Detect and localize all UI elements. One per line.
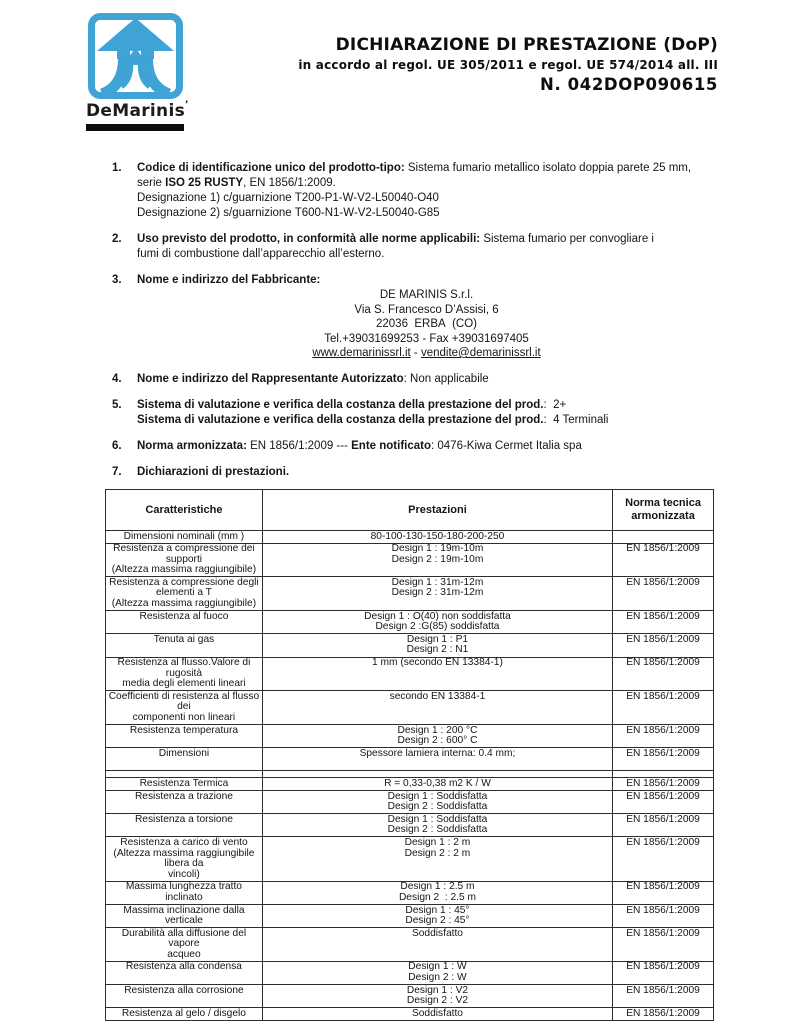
text-segment: , EN 1856/1:2009. <box>243 177 336 189</box>
text-segment: Nome e indirizzo del Rappresentante Autorizzato <box>137 372 404 385</box>
characteristic-cell: Resistenza a carico di vento (Altezza massima raggiungibile libera da vincoli) <box>106 837 263 881</box>
text-segment: Tel.+39031699253 - Fax +39031697405 <box>324 332 529 345</box>
table-row <box>106 985 714 1008</box>
characteristic-cell: Massima inclinazione dalla verticale <box>106 905 263 928</box>
table-row <box>106 634 714 657</box>
text-segment: Sistema di valutazione e verifica della costanza della prestazione del prod. <box>137 413 544 426</box>
manufacturer-address <box>137 288 716 361</box>
performance-cell: Design 1 : 19m-10m Design 2 : 19m-10m <box>262 543 612 577</box>
list-item <box>112 439 716 454</box>
spacer-cell <box>613 771 714 778</box>
performance-cell: Soddisfatto <box>262 1008 612 1021</box>
table-row <box>106 531 714 544</box>
item-text <box>137 465 716 480</box>
item-text <box>137 398 716 428</box>
text-segment: : 2+ <box>543 398 567 411</box>
characteristic-cell: Tenuta ai gas <box>106 634 263 657</box>
text-segment: Sistema di valutazione e verifica della costanza della prestazione del prod. <box>137 398 544 411</box>
company-logo <box>86 13 192 131</box>
performance-cell: Design 1 : 200 °C Design 2 : 600° C <box>262 725 612 748</box>
item-text <box>137 232 716 262</box>
text-segment: ISO 25 RUSTY <box>165 177 244 189</box>
item-number: 3. <box>112 274 122 286</box>
characteristic-cell: Resistenza a compressione dei supporti (Altezza massima raggiungibile) <box>106 543 263 577</box>
text-segment: : Non applicabile <box>403 372 489 385</box>
text-segment: fumi di combustione dall’apparecchio all’esterno. <box>137 248 385 260</box>
performance-cell: Design 1 : V2 Design 2 : V2 <box>262 985 612 1008</box>
text-segment: Ente notificato <box>351 439 431 452</box>
document-header <box>298 35 718 94</box>
item-line <box>137 161 716 176</box>
characteristic-cell: Durabilità alla diffusione del vapore acqueo <box>106 928 263 962</box>
table-row <box>106 725 714 748</box>
item-line <box>137 176 716 191</box>
text-segment: EN 1856/1:2009 --- <box>246 439 352 452</box>
link[interactable]: vendite@demarinissrl.it <box>420 347 541 359</box>
characteristic-cell: Resistenza Termica <box>106 778 263 791</box>
list-item <box>112 232 716 262</box>
item-line <box>137 398 716 413</box>
text-segment: Norma armonizzata: <box>137 439 247 452</box>
performance-cell: Design 1 : 31m-12m Design 2 : 31m-12m <box>262 577 612 611</box>
document-title: DICHIARAZIONE DI PRESTAZIONE (DoP) <box>335 35 718 55</box>
item-text <box>137 273 716 361</box>
item-line <box>137 206 716 221</box>
characteristic-cell: Resistenza al fuoco <box>106 611 263 634</box>
text-segment: Sistema fumario per convogliare i <box>480 233 654 245</box>
norm-cell: EN 1856/1:2009 <box>613 577 714 611</box>
text-segment: serie <box>137 177 166 189</box>
table-row <box>106 814 714 837</box>
performance-cell: Design 1 : Soddisfatta Design 2 : Soddisfatta <box>262 791 612 814</box>
address-line <box>137 332 716 347</box>
address-line <box>137 317 716 332</box>
list-item <box>112 273 716 361</box>
performance-cell: secondo EN 13384-1 <box>262 691 612 725</box>
text-segment: Uso previsto del prodotto, in conformità alle norme applicabili: <box>137 233 481 245</box>
item-number: 7. <box>112 465 122 478</box>
table-row <box>106 881 714 904</box>
table-row <box>106 611 714 634</box>
table-row <box>106 837 714 881</box>
item-line <box>137 439 716 454</box>
item-line <box>137 273 716 288</box>
table-row <box>106 691 714 725</box>
text-segment: Codice di identificazione unico del prodotto-tipo: <box>137 162 405 174</box>
performance-cell: 1 mm (secondo EN 13384-1) <box>262 657 612 691</box>
table-header-cell: Norma tecnica armonizzata <box>613 490 714 531</box>
text-segment: Sistema fumario metallico isolato doppia parete 25 mm, <box>404 162 692 174</box>
table-row <box>106 1008 714 1021</box>
table-row <box>106 905 714 928</box>
list-item <box>112 465 716 480</box>
performance-cell: Design 1 : 2 m Design 2 : 2 m <box>262 837 612 881</box>
characteristic-cell: Resistenza a trazione <box>106 791 263 814</box>
characteristic-cell: Resistenza a torsione <box>106 814 263 837</box>
norm-cell: EN 1856/1:2009 <box>613 1008 714 1021</box>
text-segment: Dichiarazioni di prestazioni. <box>137 465 290 478</box>
item-number: 5. <box>112 398 122 411</box>
norm-cell: EN 1856/1:2009 <box>613 985 714 1008</box>
text-segment: Designazione 2) s/guarnizione T600-N1-W-V2-L50040-G85 <box>137 207 440 219</box>
text-segment: : 0476-Kiwa Cermet Italia spa <box>431 439 582 452</box>
item-line <box>137 232 716 247</box>
text-segment: Via S. Francesco D’Assisi, 6 <box>354 303 499 316</box>
norm-cell: EN 1856/1:2009 <box>613 814 714 837</box>
address-line <box>137 346 716 361</box>
performance-cell: Soddisfatto <box>262 928 612 962</box>
table-row <box>106 657 714 691</box>
characteristic-cell: Dimensioni nominali (mm ) <box>106 531 263 544</box>
text-segment: Nome e indirizzo del Fabbricante: <box>137 274 321 286</box>
address-line <box>137 303 716 318</box>
performance-cell: Design 1 : 45° Design 2 : 45° <box>262 905 612 928</box>
item-text <box>137 372 716 387</box>
performance-cell: Design 1 : O(40) non soddisfatta Design 2 :G(85) soddisfatta <box>262 611 612 634</box>
table-header-cell: Prestazioni <box>262 490 612 531</box>
list-item <box>112 161 716 221</box>
chimney-logo-icon <box>88 13 183 99</box>
item-number: 4. <box>112 372 122 385</box>
logo-trademark: ’ <box>185 100 189 110</box>
item-line <box>137 247 716 262</box>
item-line <box>137 413 716 428</box>
table-row <box>106 961 714 984</box>
norm-cell: EN 1856/1:2009 <box>613 691 714 725</box>
table-row <box>106 577 714 611</box>
performance-cell: Design 1 : Soddisfatta Design 2 : Soddisfatta <box>262 814 612 837</box>
item-line <box>137 465 716 480</box>
item-text <box>137 161 716 221</box>
norm-cell: EN 1856/1:2009 <box>613 634 714 657</box>
norm-cell: EN 1856/1:2009 <box>613 657 714 691</box>
norm-cell: EN 1856/1:2009 <box>613 543 714 577</box>
item-number: 6. <box>112 439 122 452</box>
list-item <box>112 372 716 387</box>
address-line <box>137 288 716 303</box>
characteristic-cell: Resistenza al gelo / disgelo <box>106 1008 263 1021</box>
text-segment: DE MARINIS S.r.l. <box>379 289 474 301</box>
table-row <box>106 543 714 577</box>
characteristic-cell: Dimensioni <box>106 748 263 771</box>
performance-cell: Design 1 : 2.5 m Design 2 : 2.5 m <box>262 881 612 904</box>
characteristic-cell: Resistenza al flusso.Valore di rugosità media degli elementi lineari <box>106 657 263 691</box>
document-number: N. 042DOP090615 <box>540 75 718 94</box>
table-head <box>106 490 714 531</box>
characteristic-cell: Resistenza a compressione degli elementi a T (Altezza massima raggiungibile) <box>106 577 263 611</box>
spacer-cell <box>106 771 263 778</box>
norm-cell: EN 1856/1:2009 <box>613 725 714 748</box>
logo-underline-bar <box>86 124 184 131</box>
link[interactable]: www.demarinissrl.it <box>312 347 411 359</box>
norm-cell: EN 1856/1:2009 <box>613 778 714 791</box>
table-row <box>106 748 714 771</box>
spacer-cell <box>262 771 612 778</box>
performance-cell: Spessore lamiera interna: 0.4 mm; <box>262 748 612 771</box>
list-item <box>112 398 716 428</box>
norm-cell: EN 1856/1:2009 <box>613 881 714 904</box>
norm-cell: EN 1856/1:2009 <box>613 961 714 984</box>
norm-cell: EN 1856/1:2009 <box>613 905 714 928</box>
characteristic-cell: Massima lunghezza tratto inclinato <box>106 881 263 904</box>
norm-cell <box>613 531 714 544</box>
numbered-list <box>112 161 716 491</box>
table-row <box>106 791 714 814</box>
document-subtitle: in accordo al regol. UE 305/2011 e regol. UE 574/2014 all. III <box>298 58 718 72</box>
text-segment: 22036 ERBA (CO) <box>376 318 477 330</box>
norm-cell: EN 1856/1:2009 <box>613 791 714 814</box>
item-number: 1. <box>112 162 122 174</box>
performance-cell: Design 1 : W Design 2 : W <box>262 961 612 984</box>
text-segment: Designazione 1) c/guarnizione T200-P1-W-V2-L50040-O40 <box>137 192 439 204</box>
table-header-row <box>106 490 714 531</box>
characteristic-cell: Coefficienti di resistenza al flusso dei componenti non lineari <box>106 691 263 725</box>
characteristic-cell: Resistenza alla condensa <box>106 961 263 984</box>
characteristic-cell: Resistenza temperatura <box>106 725 263 748</box>
text-segment: : 4 Terminali <box>543 413 609 426</box>
norm-cell: EN 1856/1:2009 <box>613 611 714 634</box>
item-number: 2. <box>112 233 122 245</box>
item-line <box>137 372 716 387</box>
performance-table <box>105 489 714 1021</box>
table-row <box>106 778 714 791</box>
table-row <box>106 771 714 778</box>
norm-cell: EN 1856/1:2009 <box>613 837 714 881</box>
text-segment: - <box>410 347 421 359</box>
item-text <box>137 439 716 454</box>
logo-brand-text: DeMarinis’ <box>86 100 189 121</box>
characteristic-cell: Resistenza alla corrosione <box>106 985 263 1008</box>
table-header-cell: Caratteristiche <box>106 490 263 531</box>
performance-cell: R = 0,33-0,38 m2 K / W <box>262 778 612 791</box>
item-line <box>137 191 716 206</box>
performance-cell: 80-100-130-150-180-200-250 <box>262 531 612 544</box>
table-body <box>106 531 714 1021</box>
performance-cell: Design 1 : P1 Design 2 : N1 <box>262 634 612 657</box>
norm-cell: EN 1856/1:2009 <box>613 928 714 962</box>
norm-cell: EN 1856/1:2009 <box>613 748 714 771</box>
table-row <box>106 928 714 962</box>
